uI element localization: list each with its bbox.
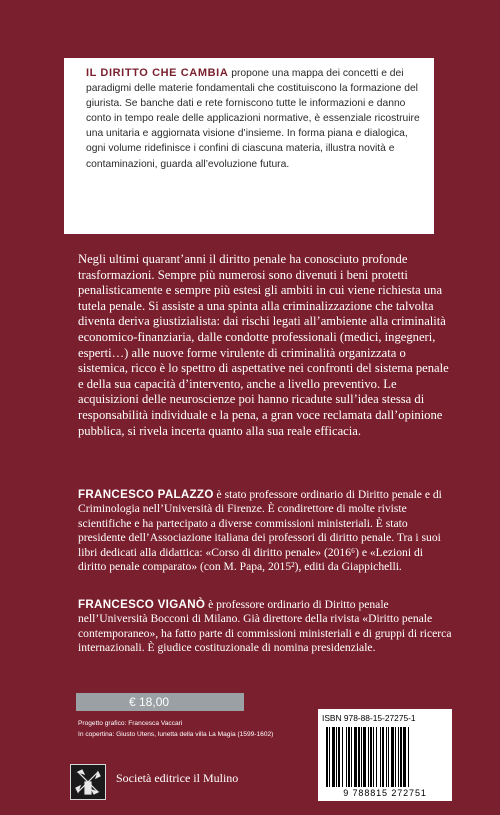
author-bio-palazzo	[78, 488, 454, 574]
author-name: FRANCESCO VIGANÒ	[78, 598, 206, 611]
isbn-label: ISBN 978-88-15-27275-1	[322, 713, 416, 723]
blurb-text: Negli ultimi quarant’anni il diritto penale ha conosciuto profonde trasformazioni. Sempre più numerosi sono divenuti i beni protetti penalisticamente e sempre più estesi gli ambiti in cui viene richiesta una tutela penale. Si assiste a una spinta alla criminalizzazione che talvolta diventa deriva giustizialista: dai rischi legati all’ambiente alla criminalità economico-finanziaria, dalle condotte professionali (medici, ingegneri, esperti…) alle nuove forme virulente di criminalità organizzata o sistemica, ricco è lo spettro di aspettative nei confronti del sistema penale e della sua capacità d’intervento, anche a livello preventivo. Le acquisizioni delle neuroscienze poi hanno ricadute sull’idea stessa di responsabilità individuale e la pena, a gran voce reclamata dall’opinione pubblica, si rivela incerta quanto alla sua reale efficacia.	[78, 252, 449, 438]
credits	[78, 718, 278, 740]
author-name: FRANCESCO PALAZZO	[78, 488, 214, 501]
barcode-number: 9 788815 272751	[343, 788, 427, 798]
series-description-box	[64, 58, 434, 234]
cover-credit: In copertina: Giusto Utens, lunetta della villa La Magia (1599-1602)	[78, 731, 274, 738]
author-bio-vigano	[78, 598, 454, 656]
design-credit: Progetto grafico: Francesca Vaccari	[78, 720, 183, 727]
windmill-logo-icon	[70, 764, 106, 800]
price-label: € 18,00	[76, 693, 244, 711]
series-text: propone una mappa dei concetti e dei paradigmi delle materie fondamentali che costituiscono la formazione del giurista. Se banche dati e rete forniscono tutte le informazioni e danno conto in tempo reale delle applicazioni normative, è essenziale ricostruire una unitaria e aggiornata visione d’insieme. In forma piana e dialogica, ogni volume ridefinisce i confini di ciascuna materia, illustra novità e contaminazioni, guarda all’evoluzione futura.	[86, 68, 420, 170]
publisher-name: Società editrice il Mulino	[116, 771, 239, 785]
author-bio-text: è stato professore ordinario di Diritto penale e di Criminologia nell’Università di Firenze. È condirettore di molte riviste scientifiche e ha partecipato a diverse commissioni ministeriali. È stato presidente dell’Associazione italiana dei professori di diritto penale. Tra i suoi libri dedicati alla didattica: «Corso di diritto penale» (2016⁶) e «Lezioni di diritto penale comparato» (con M. Papa, 2015²), editi da Giappichelli.	[78, 488, 442, 574]
author-bio-text: è professore ordinario di Diritto penale nell’Università Bocconi di Milano. Già direttore della rivista «Diritto penale contemporaneo», ha fatto parte di commissioni ministeriali e di gruppi di ricerca internazionali. È giudice costituzionale di nomina presidenziale.	[78, 598, 452, 655]
barcode-area	[318, 709, 452, 801]
series-name: IL DIRITTO CHE CAMBIA	[86, 67, 229, 79]
barcode-icon	[326, 727, 444, 787]
